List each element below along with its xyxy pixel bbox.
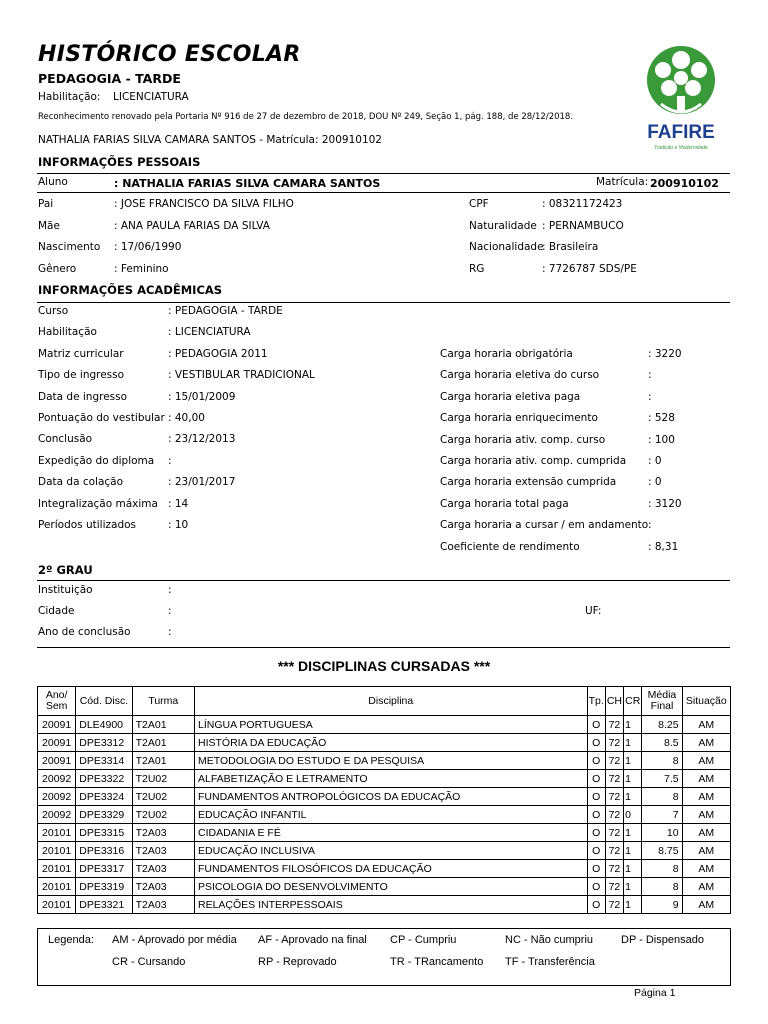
personal-field-value: : ANA PAULA FARIAS DA SILVA [114,219,270,232]
cell-tp: O [587,824,605,842]
cell-cod: DLE4900 [76,716,132,734]
cell-ano: 20092 [38,788,76,806]
academic-field-value: : [648,390,652,403]
cell-tp: O [587,806,605,824]
instituicao-label: Instituição [38,584,93,596]
cell-cod: DPE3316 [76,842,132,860]
academic-field-value: : [648,519,652,532]
academic-field-value: : VESTIBULAR TRADICIONAL [168,369,315,382]
col-tp: Tp. [587,687,605,716]
cell-cr: 1 [624,788,642,806]
academic-field-label: Carga horaria ativ. comp. curso [440,433,606,446]
cell-ch: 72 [605,806,623,824]
cell-disciplina: FUNDAMENTOS FILOSÓFICOS DA EDUCAÇÃO [194,860,587,878]
cell-ch: 72 [605,734,623,752]
cell-situacao: AM [682,806,730,824]
cell-cod: DPE3322 [76,770,132,788]
academic-field-label: Carga horaria eletiva paga [440,390,581,403]
cell-tp: O [587,842,605,860]
cidade-label: Cidade [38,605,75,617]
academic-field-label: Carga horaria total paga [440,497,569,510]
legend-item: AF - Aprovado na final [258,934,367,946]
table-row [38,788,731,806]
cell-ch: 72 [605,842,623,860]
cell-situacao: AM [682,878,730,896]
logo-text: FAFIRE [647,122,715,143]
legend-box [37,928,731,986]
academic-field-value: : 23/01/2017 [168,476,236,489]
table-header-row [38,687,731,716]
academic-field-value: : 14 [168,497,189,510]
matricula-value: 200910102 [650,177,719,190]
cell-situacao: AM [682,788,730,806]
academic-section-title: INFORMAÇÕES ACADÊMICAS [38,283,223,297]
cell-turma: T2U02 [132,806,194,824]
cell-media: 8 [642,878,682,896]
cell-turma: T2A03 [132,824,194,842]
section-divider [37,302,730,303]
course-title: PEDAGOGIA - TARDE [38,71,181,86]
tree-logo-icon [633,40,729,155]
cell-disciplina: EDUCAÇÃO INCLUSIVA [194,842,587,860]
cell-tp: O [587,896,605,914]
academic-field-value: : 3220 [648,348,682,360]
cell-ch: 72 [605,716,623,734]
personal-field-label: Gênero [38,262,77,275]
uf-label: UF: [585,605,602,617]
cell-turma: T2A01 [132,752,194,770]
cell-cr: 1 [624,878,642,896]
cell-cod: DPE3321 [76,896,132,914]
cell-disciplina: RELAÇÕES INTERPESSOAIS [194,896,587,914]
col-cr: CR [624,687,642,716]
cell-situacao: AM [682,770,730,788]
cell-cr: 1 [624,752,642,770]
cell-disciplina: HISTÓRIA DA EDUCAÇÃO [194,734,587,752]
personal-field-value: : 08321172423 [542,198,623,210]
cell-cr: 1 [624,860,642,878]
cell-ano: 20101 [38,896,76,914]
cell-turma: T2A01 [132,734,194,752]
cell-situacao: AM [682,842,730,860]
academic-field-label: Carga horaria a cursar / em andamento [440,519,649,532]
cell-disciplina: EDUCAÇÃO INFANTIL [194,806,587,824]
cell-ano: 20092 [38,770,76,788]
table-row [38,752,731,770]
page-number: Página 1 [634,987,676,999]
legend-item: TF - Transferência [505,956,595,968]
cell-situacao: AM [682,752,730,770]
personal-field-value: : PERNAMBUCO [542,219,624,232]
cell-tp: O [587,788,605,806]
cell-ano: 20091 [38,752,76,770]
academic-field-value: : PEDAGOGIA 2011 [168,347,268,360]
table-row [38,806,731,824]
academic-field-value: : 0 [648,476,662,489]
academic-field-label: Períodos utilizados [38,519,137,531]
academic-field-value: : 100 [648,433,675,446]
table-row [38,824,731,842]
cell-media: 8.5 [642,734,682,752]
academic-field-label: Carga horaria ativ. comp. cumprida [440,455,627,467]
personal-field-label: Naturalidade [469,219,537,232]
aluno-label: Aluno [38,176,68,188]
academic-field-label: Carga horaria obrigatória [440,348,573,360]
personal-field-label: Nascimento [38,241,101,253]
cell-ch: 72 [605,860,623,878]
table-row [38,896,731,914]
cell-turma: T2A03 [132,842,194,860]
cell-cod: DPE3324 [76,788,132,806]
cell-tp: O [587,860,605,878]
academic-field-value: : 23/12/2013 [168,433,236,446]
instituicao-value: : [168,584,172,596]
cell-media: 10 [642,824,682,842]
cell-ano: 20101 [38,824,76,842]
cell-turma: T2U02 [132,770,194,788]
academic-field-label: Carga horaria eletiva do curso [440,369,600,382]
cell-tp: O [587,878,605,896]
cell-turma: T2U02 [132,788,194,806]
cell-ch: 72 [605,752,623,770]
academic-field-value: : 0 [648,455,662,467]
cell-ano: 20091 [38,716,76,734]
cell-cod: DPE3312 [76,734,132,752]
personal-field-label: CPF [469,198,489,210]
cell-cod: DPE3319 [76,878,132,896]
cell-disciplina: CIDADANIA E FÉ [194,824,587,842]
personal-field-value: : 7726787 SDS/PE [542,262,637,275]
academic-field-value: : PEDAGOGIA - TARDE [168,305,283,317]
academic-field-label: Data de ingresso [38,390,128,403]
cell-media: 9 [642,896,682,914]
personal-field-label: Pai [38,198,54,210]
cell-ano: 20101 [38,878,76,896]
legend-item: TR - TRancamento [390,956,484,968]
academic-field-value: : 15/01/2009 [168,390,236,403]
personal-field-value: : Feminino [114,262,169,275]
personal-field-label: Mãe [38,219,60,232]
section-divider [37,647,730,648]
personal-field-label: RG [469,262,485,275]
segundo-grau-section-title: 2º GRAU [38,563,93,577]
cell-cr: 1 [624,734,642,752]
col-situacao: Situação [682,687,730,716]
cell-cr: 0 [624,806,642,824]
table-row [38,842,731,860]
personal-field-value: : Brasileira [542,241,599,253]
col-ch: CH [605,687,623,716]
col-disciplina: Disciplina [194,687,587,716]
cell-ano: 20101 [38,860,76,878]
fafire-logo [633,40,729,155]
ano-conclusao-value: : [168,626,172,638]
academic-field-label: Integralização máxima [38,497,158,510]
cell-media: 7 [642,806,682,824]
cell-situacao: AM [682,716,730,734]
academic-field-label: Data da colação [38,476,124,489]
cell-ano: 20092 [38,806,76,824]
academic-field-label: Matriz curricular [38,347,124,360]
section-divider [37,580,730,581]
academic-field-value: : [648,369,652,382]
col-media-final: Média Final [642,687,682,716]
cell-media: 8 [642,860,682,878]
legend-label: Legenda: [48,934,94,946]
academic-field-label: Curso [38,305,69,317]
cell-cr: 1 [624,896,642,914]
academic-field-value: : 40,00 [168,412,205,424]
academic-field-label: Habilitação [38,326,97,339]
cell-situacao: AM [682,860,730,878]
cell-cod: DPE3317 [76,860,132,878]
cell-cr: 1 [624,770,642,788]
personal-field-value: : 17/06/1990 [114,241,182,253]
cell-ch: 72 [605,824,623,842]
cidade-value: : [168,605,172,617]
legend-item: CR - Cursando [112,956,186,968]
cell-media: 8.25 [642,716,682,734]
col-ano-sem: Ano/ Sem [38,687,76,716]
cell-tp: O [587,752,605,770]
table-row [38,734,731,752]
academic-field-value: : LICENCIATURA [168,326,251,339]
cell-disciplina: METODOLOGIA DO ESTUDO E DA PESQUISA [194,752,587,770]
academic-field-value: : 10 [168,519,189,531]
cell-media: 7.5 [642,770,682,788]
cell-disciplina: LÍNGUA PORTUGUESA [194,716,587,734]
personal-field-label: Nacionalidade [469,241,544,253]
cell-disciplina: PSICOLOGIA DO DESENVOLVIMENTO [194,878,587,896]
cell-cod: DPE3314 [76,752,132,770]
table-row [38,878,731,896]
personal-field-value: : JOSE FRANCISCO DA SILVA FILHO [114,198,294,210]
cell-media: 8.75 [642,842,682,860]
cell-situacao: AM [682,824,730,842]
table-row [38,716,731,734]
col-turma: Turma [132,687,194,716]
cell-tp: O [587,716,605,734]
cell-ano: 20101 [38,842,76,860]
academic-field-value: : 3120 [648,497,682,510]
cell-cr: 1 [624,716,642,734]
academic-field-label: Tipo de ingresso [38,369,125,382]
legend-item: CP - Cumpriu [390,934,457,946]
academic-field-label: Pontuação do vestibular [38,412,165,424]
table-row [38,770,731,788]
cell-turma: T2A03 [132,860,194,878]
cell-tp: O [587,734,605,752]
academic-field-value: : [168,454,172,467]
section-divider [37,192,730,193]
academic-field-label: Coeficiente de rendimento [440,540,580,553]
cell-turma: T2A01 [132,716,194,734]
cell-ch: 72 [605,878,623,896]
disciplinas-caption: *** DISCIPLINAS CURSADAS *** [277,658,491,674]
cell-cod: DPE3315 [76,824,132,842]
legend-item: DP - Dispensado [621,934,704,946]
academic-field-label: Conclusão [38,433,93,446]
cell-ch: 72 [605,896,623,914]
cell-ch: 72 [605,770,623,788]
cell-media: 8 [642,788,682,806]
academic-field-label: Carga horaria enriquecimento [440,412,598,425]
academic-field-value: : 8,31 [648,540,679,553]
ano-conclusao-label: Ano de conclusão [38,626,131,638]
cell-ano: 20091 [38,734,76,752]
document-title: HISTÓRICO ESCOLAR [38,42,301,67]
cell-media: 8 [642,752,682,770]
academic-field-label: Carga horaria extensão cumprida [440,476,617,489]
student-line: NATHALIA FARIAS SILVA CAMARA SANTOS - Matrícula: 200910102 [38,134,382,146]
cell-cr: 1 [624,824,642,842]
legend-item: AM - Aprovado por média [112,934,237,946]
recognition-text: Reconhecimento renovado pela Portaria Nº 916 de 27 de dezembro de 2018, DOU Nº 249, Seção 1, pág. 188, de 28/12/2018. [38,112,574,122]
habilitacao-value: LICENCIATURA [113,91,189,103]
cell-cr: 1 [624,842,642,860]
logo-tagline: Tradição e Modernidade [654,145,708,151]
section-divider [37,173,730,174]
legend-item: NC - Não cumpriu [505,934,594,946]
legend-item: RP - Reprovado [258,956,337,968]
personal-section-title: INFORMAÇÕES PESSOAIS [38,155,201,169]
cell-turma: T2A03 [132,896,194,914]
cell-disciplina: FUNDAMENTOS ANTROPOLÓGICOS DA EDUCAÇÃO [194,788,587,806]
cell-disciplina: ALFABETIZAÇÃO E LETRAMENTO [194,770,587,788]
cell-cod: DPE3329 [76,806,132,824]
cell-tp: O [587,770,605,788]
habilitacao-label: Habilitação: [38,91,101,103]
col-cod-disc: Cód. Disc. [76,687,132,716]
grades-table [37,686,731,914]
cell-ch: 72 [605,788,623,806]
cell-turma: T2A03 [132,878,194,896]
academic-field-value: : 528 [648,412,675,425]
aluno-value: : NATHALIA FARIAS SILVA CAMARA SANTOS [114,177,381,190]
matricula-label: Matrícula: [596,176,649,188]
academic-field-label: Expedição do diploma [38,454,155,467]
cell-situacao: AM [682,896,730,914]
table-row [38,860,731,878]
cell-situacao: AM [682,734,730,752]
